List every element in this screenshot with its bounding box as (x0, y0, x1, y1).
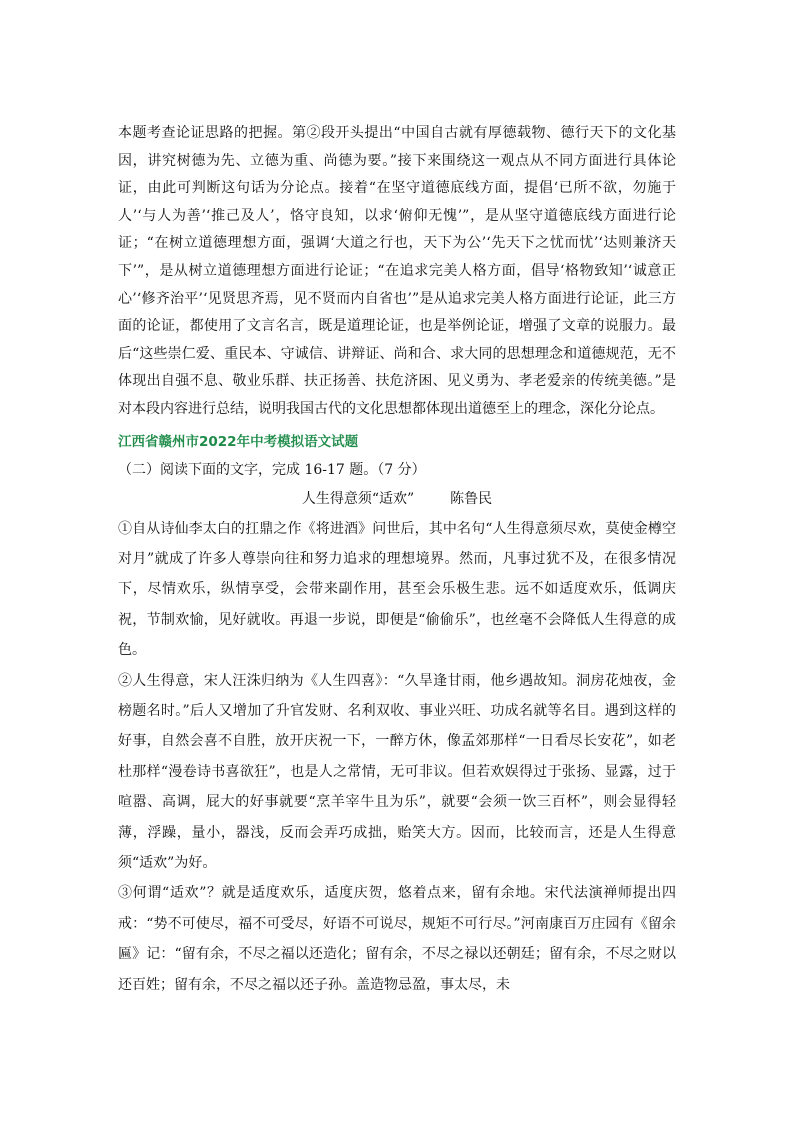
article-paragraph-2: ②人生得意，宋人汪洙归纳为《人生四喜》：“久旱逢甘雨，他乡遇故知。洞房花烛夜，金榜题名时。”后人又增加了升官发财、名利双收、事业兴旺、功成名就等名目。遇到这样的好事，自然会喜不自胜，放开庆祝一下，一醉方休，像孟郊那样“一日看尽长安花”，如老杜那样“漫卷诗书喜欲狂”，也是人之常情，无可非议。但若欢娱得过于张扬、显露，过于喧嚣、高调，屁大的好事就要“烹羊宰牛且为乐”，就要“会须一饮三百杯”，则会显得轻薄，浮躁，量小，器浅，反而会弄巧成拙，贻笑大方。因而，比较而言，还是人生得意须“适欢”为好。 (118, 672, 676, 871)
article-paragraph-3: ③何谓“适欢”？就是适度欢乐，适度庆贺，悠着点来，留有余地。宋代法演禅师提出四戒：“势不可使尽，福不可受尽，好语不可说尽，规矩不可行尽。”河南康百万庄园有《留余匾》记：“留有余，不尽之福以还造化；留有余，不尽之禄以还朝廷；留有余，不尽之财以还百姓；留有余，不尽之福以还子孙。盖造物忌盈，事太尽，未 (118, 885, 676, 993)
question-instruction: （二）阅读下面的文字，完成 16-17 题。（7 分） (118, 461, 426, 478)
source-label: 江西省赣州市2022年中考模拟语文试题 (118, 433, 359, 450)
article-paragraph-1: ①自从诗仙李太白的扛鼎之作《将进酒》问世后，其中名句“人生得意须尽欢，莫使金樽空对月”就成了许多人尊崇向往和努力追求的理想境界。然而，凡事过犹不及，在很多情况下，尽情欢乐，纵情享受，会带来副作用，甚至会乐极生悲。远不如适度欢乐，低调庆祝，节制欢愉，见好就收。再退一步说，即便是“偷偷乐”，也丝毫不会降低人生得意的成色。 (118, 520, 676, 659)
article-title: 人生得意须“适欢” (301, 490, 415, 507)
article-heading (118, 484, 676, 514)
document-page (118, 120, 676, 1000)
article-author: 陈鲁民 (450, 490, 493, 507)
analysis-paragraph: 本题考查论证思路的把握。第②段开头提出“中国自古就有厚德载物、德行天下的文化基因，讲究树德为先、立德为重、尚德为要。”接下来围绕这一观点从不同方面进行具体论证，由此可判断这句话为分论点。接着“在坚守道德底线方面，提倡‘已所不欲，勿施于人’‘与人为善’‘推己及人’，恪守良知，以求‘俯仰无愧’”，是从坚守道德底线方面进行论证；“在树立道德理想方面，强调‘大道之行也，天下为公’‘先天下之忧而忧’‘达则兼济天下’”，是从树立道德理想方面进行论证；“在追求完美人格方面，倡导‘格物致知’‘诚意正心’‘修齐治平’‘见贤思齐焉，见不贤而内自省也’”是从追求完美人格方面进行论证，此三方面的论证，都使用了文言名言，既是道理论证，也是举例论证，增强了文章的说服力。最后“这些崇仁爱、重民本、守诚信、讲辩证、尚和合、求大同的思想理念和道德规范，无不体现出自强不息、敬业乐群、扶正扬善、扶危济困、见义勇为、孝老爱亲的传统美德。”是对本段内容进行总结，说明我国古代的文化思想都体现出道德至上的理念，深化分论点。 (118, 125, 676, 417)
